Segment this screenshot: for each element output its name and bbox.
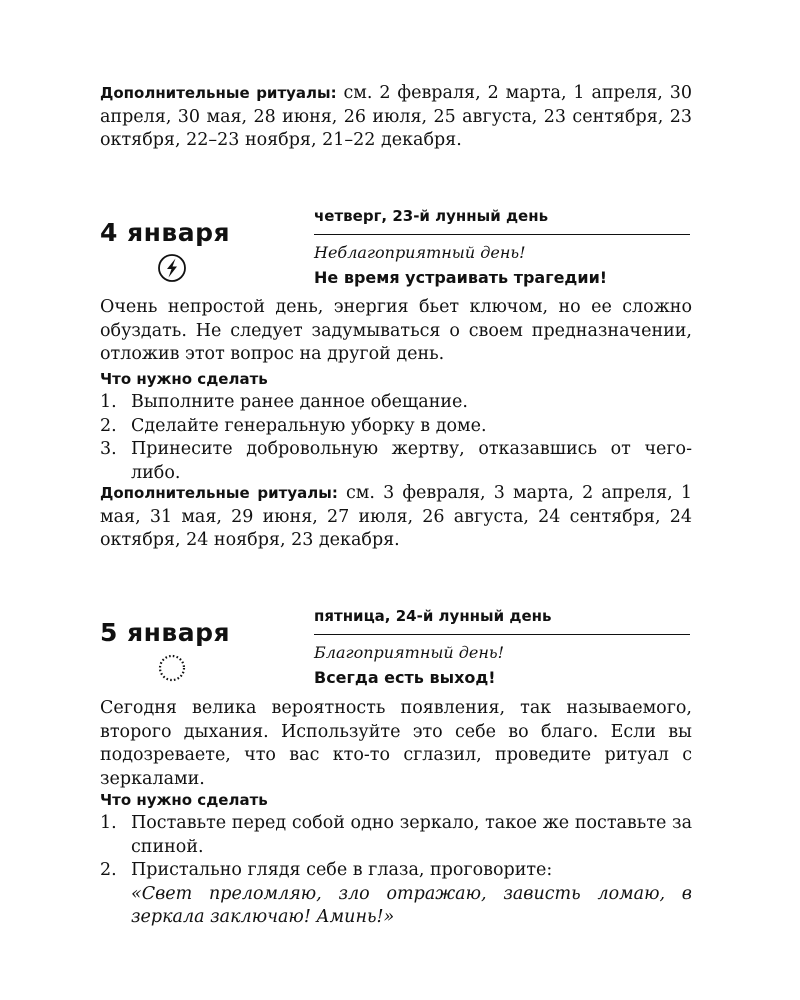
header-divider bbox=[314, 634, 690, 635]
todo-heading: Что нужно сделать bbox=[100, 370, 268, 388]
list-item-number: 2. bbox=[100, 860, 117, 880]
additional-rituals-paragraph bbox=[100, 82, 692, 153]
todo-list bbox=[100, 812, 692, 930]
list-item-text: Сделайте генеральную уборку в доме. bbox=[131, 415, 487, 436]
todo-list bbox=[100, 391, 692, 485]
day-motto: Всегда есть выход! bbox=[314, 668, 496, 687]
list-item-number: 2. bbox=[100, 415, 117, 436]
day-verdict: Благоприятный день! bbox=[314, 643, 505, 662]
day-verdict: Неблагоприятный день! bbox=[314, 243, 526, 262]
list-item-number: 1. bbox=[100, 813, 117, 833]
todo-heading: Что нужно сделать bbox=[100, 791, 268, 809]
moon-day: пятница, 24-й лунный день bbox=[314, 607, 552, 625]
dotted-circle-icon bbox=[156, 652, 188, 684]
day-motto: Не время устраивать трагедии! bbox=[314, 268, 608, 287]
moon-day: четверг, 23-й лунный день bbox=[314, 207, 549, 225]
ritual-quote: «Свет преломляю, зло отражаю, зависть ломаю, в зеркала заключаю! Аминь!» bbox=[131, 883, 692, 927]
list-item bbox=[100, 391, 692, 415]
list-item bbox=[100, 859, 692, 930]
list-item bbox=[100, 438, 692, 485]
additional-rituals-text: см. 3 февраля, 3 марта, 2 апреля, 1 мая, 31 мая, 29 июня, 27 июля, 26 августа, 24 сентября, 24 октября, 24 ноября, 23 декабря. bbox=[100, 483, 693, 550]
additional-rituals-text: см. 2 февраля, 2 марта, 1 апреля, 30 апреля, 30 мая, 28 июня, 26 июля, 25 августа, 23 сентября, 23 октября, 22–23 ноября, 21–22 декабря. bbox=[100, 83, 692, 150]
additional-rituals-paragraph bbox=[100, 482, 692, 553]
list-item-text: Пристально глядя себе в глаза, проговорите: bbox=[131, 860, 553, 880]
additional-rituals-label: Дополнительные ритуалы: bbox=[100, 484, 338, 502]
day-date: 5 января bbox=[100, 618, 231, 647]
header-divider bbox=[314, 234, 690, 235]
additional-rituals-label: Дополнительные ритуалы: bbox=[100, 84, 337, 102]
list-item-text: Выполните ранее данное обещание. bbox=[131, 392, 468, 412]
list-item-text: Принесите добровольную жертву, отказавшись от чего-либо. bbox=[131, 439, 692, 483]
day-date: 4 января bbox=[100, 218, 231, 247]
day-description: Сегодня велика вероятность появления, так называемого, второго дыхания. Используйте это себе во благо. Если вы подозреваете, что вас кто-то сглазил, проведите ритуал с зеркалами. bbox=[100, 698, 692, 789]
list-item-number: 1. bbox=[100, 392, 117, 412]
day-description: Очень непростой день, энергия бьет ключом, но ее сложно обуздать. Не следует задумываться о своем предназначении, отложив этот вопрос на другой день. bbox=[100, 297, 692, 364]
list-item bbox=[100, 812, 692, 859]
list-item-number: 3. bbox=[100, 439, 117, 459]
list-item-text: Поставьте перед собой одно зеркало, такое же поставьте за спиной. bbox=[131, 813, 692, 857]
lightning-circle-icon bbox=[156, 252, 188, 284]
list-item bbox=[100, 415, 692, 439]
